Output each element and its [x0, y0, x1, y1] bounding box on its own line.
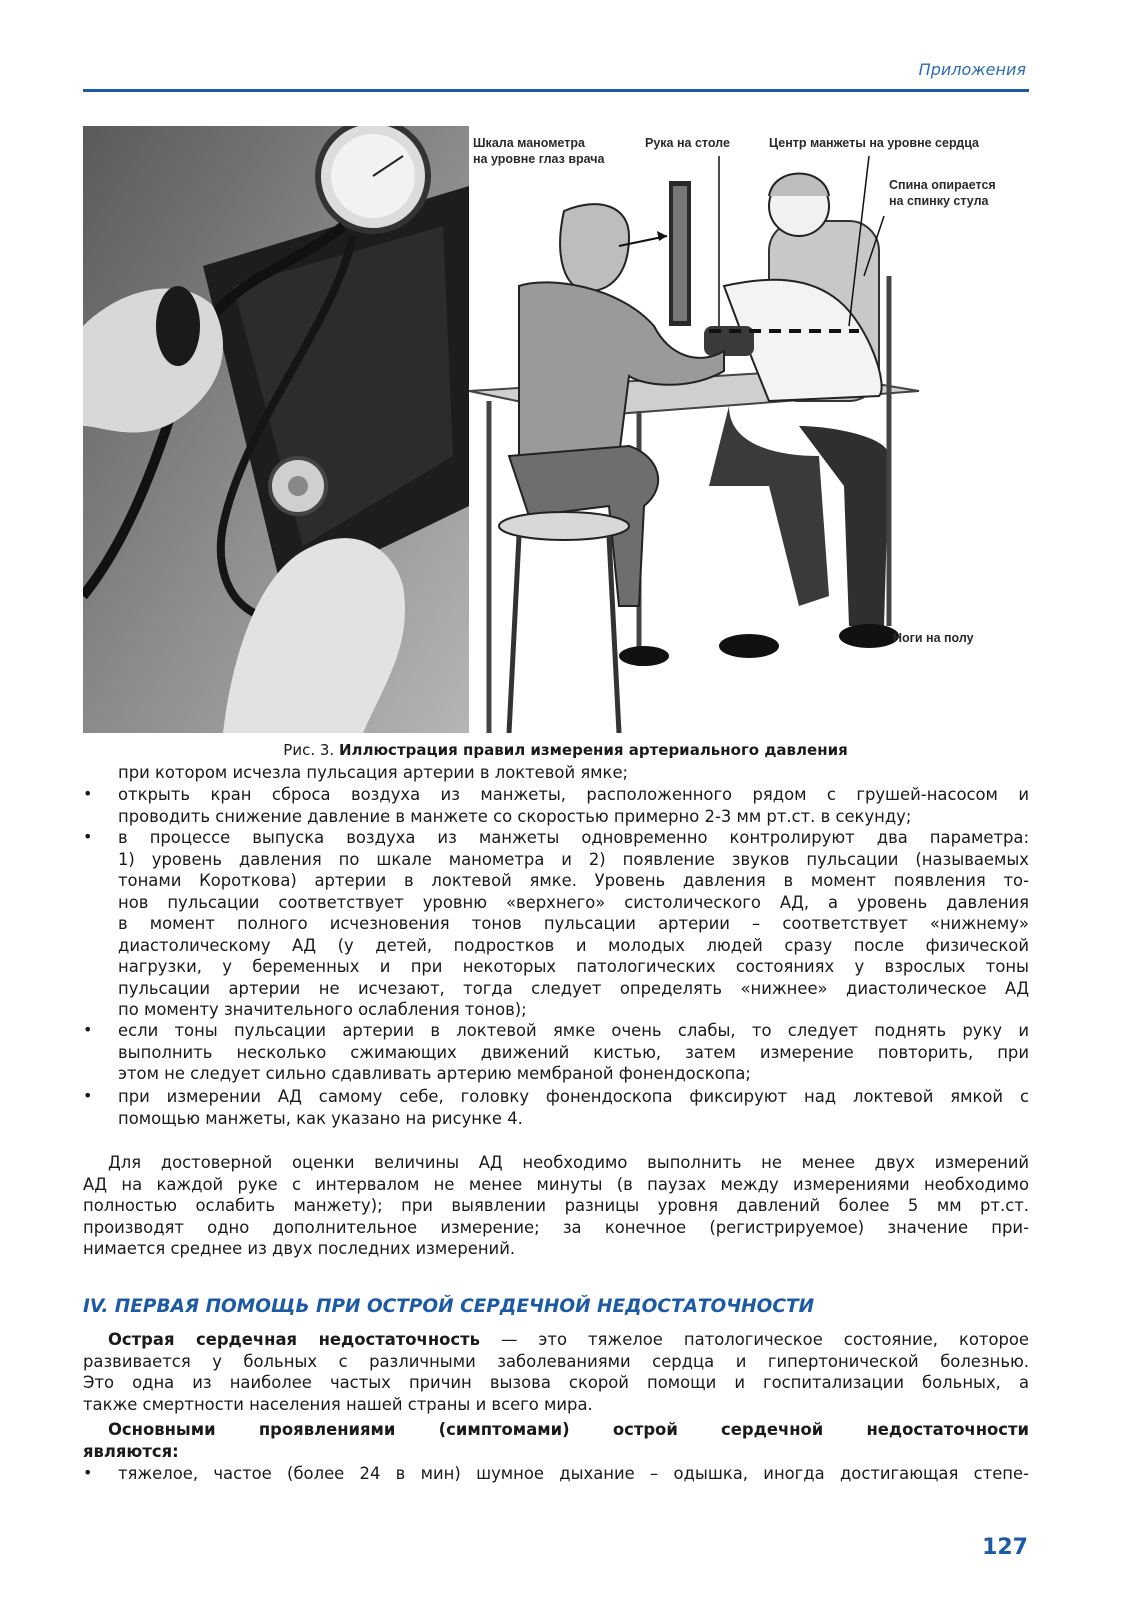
label-scale: Шкала манометра на уровне глаз врача: [473, 136, 605, 166]
bullet-4-line: помощью манжеты, как указано на рисунке 4.: [118, 1108, 523, 1128]
bullet-marker: •: [83, 784, 93, 803]
bullet-1-line: проводить снижение давление в манжете со скоростью примерно 2-3 мм рт.ст. в секунду;: [118, 806, 912, 826]
bullet-marker: •: [83, 1086, 93, 1105]
symptoms-heading: [83, 1419, 1029, 1462]
definition-line: Это одна из наиболее частых причин вызова скорой помощи и госпитализации больных, а: [83, 1373, 1029, 1392]
bullet-marker: •: [83, 827, 93, 846]
running-header: Приложения: [918, 60, 1026, 79]
definition-term: Острая сердечная недостаточность: [108, 1330, 480, 1349]
bullet-item-1: [83, 784, 1029, 827]
paragraph-line: полностью ослабить манжету); при выявлении разницы уровня давлений более 5 мм рт.ст.: [83, 1196, 1029, 1215]
photo-sphygmomanometer: [83, 126, 469, 733]
bullet-3-line: если тоны пульсации артерии в локтевой ямке очень слабы, то следует поднять руку и: [118, 1021, 1029, 1040]
bullet-item-3: [83, 1020, 1029, 1085]
illustration-bp-measurement: [469, 126, 1029, 733]
definition-line: также смертности населения нашей страны и всего мира.: [83, 1394, 593, 1414]
page-number: 127: [982, 1535, 1028, 1560]
bullet-item-4: [83, 1086, 1029, 1129]
bullet-2-line: нагрузки, у беременных и при некоторых патологических состояниях у взрослых тоны: [118, 957, 1029, 976]
label-cuff: Центр манжеты на уровне сердца: [769, 136, 979, 150]
bullet-4-line: при измерении АД самому себе, головку фонендоскопа фиксируют над локтевой ямкой с: [118, 1087, 1029, 1106]
header-rule: [83, 89, 1029, 92]
bullet-2-line: 1) уровень давления по шкале манометра и 2) появление звуков пульсации (называемых: [118, 849, 1029, 869]
bullet-2-line: пульсации артерии не исчезают, тогда следует определять «нижнее» диастолическое АД: [118, 978, 1029, 998]
bullet-2-line: тонами Короткова) артерии в локтевой ямке. Уровень давления в момент появления то-: [118, 871, 1029, 890]
label-legs: Ноги на полу: [893, 631, 974, 645]
paragraph-line: производят одно дополнительное измерение; за конечное (регистрируемое) значение при-: [83, 1217, 1029, 1237]
paragraph-measurements: [83, 1152, 1029, 1260]
bullet-marker: •: [83, 1020, 93, 1039]
symptom-item-1: тяжелое, частое (более 24 в мин) шумное дыхание – одышка, иногда достигающая степе-: [118, 1464, 1029, 1483]
figure-3: [83, 126, 1029, 733]
paragraph-line: АД на каждой руке с интервалом не менее минуты (в паузах между измерениями необходимо: [83, 1174, 1029, 1194]
paragraph-definition: [83, 1329, 1029, 1415]
bullet-item-2: [83, 827, 1029, 1021]
caption-prefix: Рис. 3.: [283, 741, 335, 759]
label-hand: Рука на столе: [645, 136, 730, 150]
paragraph-line: нимается среднее из двух последних измерений.: [83, 1239, 516, 1258]
bullet-1-line: открыть кран сброса воздуха из манжеты, расположенного рядом с грушей-насосом и: [118, 785, 1029, 804]
caption-title: Иллюстрация правил измерения артериального давления: [338, 741, 848, 759]
bullet-3-line: этом не следует сильно сдавливать артерию мембраной фонендоскопа;: [118, 1064, 751, 1083]
bullet-2-line: по моменту значительного ослабления тонов);: [118, 1000, 527, 1019]
definition-line: развивается у больных с различными заболеваниями сердца и гипертонической болезнью.: [83, 1351, 1029, 1371]
definition-text: — это тяжелое патологическое состояние, которое: [479, 1330, 1029, 1349]
symptoms-heading-line: являются:: [83, 1441, 179, 1461]
section-heading: IV. ПЕРВАЯ ПОМОЩЬ ПРИ ОСТРОЙ СЕРДЕЧНОЙ НЕДОСТАТОЧНОСТИ: [83, 1296, 815, 1317]
bullet-3-line: выполнить несколько сжимающих движений кистью, затем измерение повторить, при: [118, 1042, 1029, 1062]
bullet-2-line: нов пульсации соответствует уровню «верхнего» систолического АД, а уровень давления: [118, 892, 1029, 912]
definition-line: [83, 1329, 1029, 1351]
continuation-line: при котором исчезла пульсация артерии в локтевой ямке;: [118, 763, 629, 782]
bullet-2-line: в процессе выпуска воздуха из манжеты одновременно контролируют два параметра:: [118, 828, 1029, 847]
bullet-2-line: диастолическому АД (у детей, подростков и молодых людей сразу после физической: [118, 935, 1029, 955]
paragraph-line: Для достоверной оценки величины АД необходимо выполнить не менее двух измерений: [108, 1153, 1029, 1172]
bullet-2-line: в момент полного исчезновения тонов пульсации артерии – соответствует «нижнему»: [118, 914, 1029, 933]
figure-caption: [0, 741, 1131, 759]
symptoms-heading-line: Основными проявлениями (симптомами) острой сердечной недостаточности: [108, 1420, 1029, 1439]
label-back: Спина опирается на спинку стула: [889, 178, 996, 208]
bullet-marker: •: [83, 1463, 93, 1482]
